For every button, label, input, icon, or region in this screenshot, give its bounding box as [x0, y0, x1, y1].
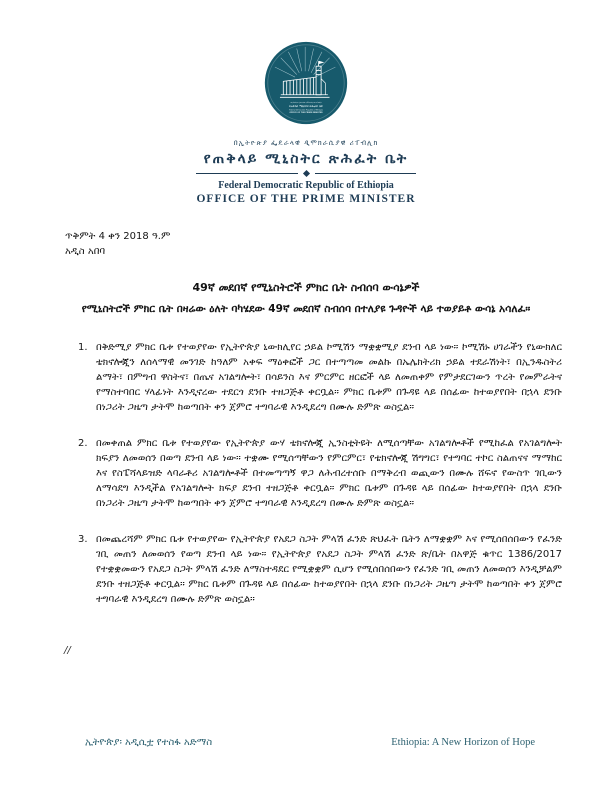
- letterhead-amharic-republic-line: በኢትዮጵያ ፌዴራላዊ ዲሞክራሲያዊ ሪፐብሊክ: [233, 139, 379, 147]
- document-date: ጥቅምት 4 ቀን 2018 ዓ.ም: [65, 231, 171, 242]
- pm-office-seal: [264, 41, 348, 125]
- letterhead-amharic-office-name: የጠቅላይ ሚኒስትር ጽሕፈት ቤት: [203, 151, 409, 167]
- footer-slogan-english: Ethiopia: A New Horizon of Hope: [391, 737, 535, 748]
- document-title: 49ኛ መደበኛ የሚኒስትሮች ምክር ቤት ስብሰባ ውሳኔዎች: [192, 281, 420, 294]
- document-subtitle: የሚኒስትሮች ምክር ቤት በዛሬው ዕለት ባካሄደው 49ኛ መደበኛ ስብሰባ በተለያዩ ጉዳዮች ላይ ተወያይቶ ውሳኔ አሳለፈ።: [81, 303, 531, 315]
- seal-building-icon: [264, 41, 348, 125]
- letterhead: [0, 41, 612, 205]
- decisions-list: [78, 340, 562, 628]
- page-footer: [85, 737, 535, 748]
- decision-text: በመጨረሻም ምክር ቤቱ የተወያየው የኢትዮጵያ የአደጋ ስጋት ምላሽ ፈንድ ጽህፈት ቤትን ለማቋቋም እና የሚሰበሰበውን የፈንድ ገቢ መጠን ለመወሰን የወጣ ደንብ ላይ ነው። የኢትዮጵያ የአደጋ ስጋት ምላሽ ፈንድ ጽ/ቤት በአዋጅ ቁጥር 1386/2017 የተቋቋመውን የአደጋ ስጋት ምላሽ ፈንድ ለማስተዳደር የሚቋቋም ሲሆን የሚሰበሰበውን የፈንድ ገቢ መጠን ለመወሰን እንዲቻልም ደንቡ ተዘጋጅቶ ቀርቧል። ምክር ቤቱም በጉዳዩ ላይ በሰፊው ከተወያየበት በኋላ ደንቡ በነጋሪት ጋዜጣ ታትሞ ከወጣበት ቀን ጀምሮ ተግባራዊ እንዲደረግ በሙሉ ድምጽ ወስኗል።: [96, 534, 562, 605]
- decision-text: በቅድሚያ ምክር ቤቱ የተወያየው የኢትዮጵያ ኒውክሊየር ኃይል ኮሚሽን ማቋቋሚያ ደንብ ላይ ነው። ኮሚሽኑ ሀገራችን የኒውክለር ቴክኖሎጂን ለሰላማዊ መንገድ ከዓለም አቀፍ ማዕቀፎች ጋር በተጣጣመ መልኩ በኤሌክትሪክ ኃይል ተደራሽነት፣ በኢንዱስትሪ ልማት፣ በምግብ ዋስትና፣ በጤና አገልግሎት፣ በሳይንስ እና ምርምር ዘርፎች ላይ ለመጠቀም የምታደርገውን ጥረት የመምራትና የማስተባበር ሃላፊነት እንዲኖረው ተደርጎ ደንቡ ተዘጋጅቶ ቀርቧል። ምክር ቤቱም በጉዳዩ ላይ በሰፊው ከተወያየበት በኋላ ደንቡ በነጋሪት ጋዜጣ ታትሞ ከወጣበት ቀን ጀምሮ ተግባራዊ እንዲደረግ በሙሉ ድምጽ ወስኗል።: [96, 342, 562, 413]
- footer-slogan-amharic: ኢትዮጵያ፡ አዲሲቷ የተስፋ አድማስ: [85, 737, 213, 748]
- decision-number: 2.: [78, 438, 88, 449]
- dateline-block: [65, 229, 170, 259]
- decision-item: [78, 532, 562, 607]
- decision-text: በመቀጠል ምክር ቤቱ የተወያየው የኢትዮጵያ ውሃ ቴክኖሎጂ ኢንስቲትዩት ለሚሰጣቸው አገልግሎቶች የሚከፈል የአገልግሎት ክፍያን ለመወሰን በወጣ ደንብ ላይ ነው። ተቋሙ የሚሰጣቸውን የምርምር፣ የቴክኖሎጂ ሽግግር፣ የተግባር ተኮር ስልጠናና ማማከር እና የስፔሻላይዝድ ላባራቶሪ አገልግሎቶች በተመጣጣኝ ዋጋ ለሕብረተሰቡ በማቅረብ ወጪውን በሙሉ ሸፍኖ የውስጥ ገቢውን ለማሳደግ እንዲችል የአገልግሎት ክፍያ ደንብ ተዘጋጅቶ ቀርቧል። ምክር ቤቱም በጉዳዩ ላይ በሰፊው ከተወያየበት በኋላ ደንቡ በነጋሪት ጋዜጣ ታትሞ ከወጣበት ቀን ጀምሮ ተግባራዊ እንዲደረግ በሙሉ ድምጽ ወስኗል።: [96, 438, 562, 509]
- seal-text-english-1: Federal Democratic Republic of Ethiopia: [289, 109, 323, 112]
- letterhead-divider: [196, 171, 416, 176]
- decision-number: 3.: [78, 534, 88, 545]
- divider-rule-left: [196, 173, 298, 174]
- decision-item: [78, 340, 562, 415]
- end-of-document-mark: //: [64, 645, 71, 656]
- decision-number: 1.: [78, 342, 88, 353]
- letterhead-english-republic-line: Federal Democratic Republic of Ethiopia: [218, 180, 394, 191]
- document-place: አዲስ አበባ: [65, 246, 106, 257]
- seal-text-english-2: OFFICE OF THE PRIME MINISTER: [289, 112, 323, 115]
- seal-text-amharic-small: በኢትዮጵያ ፌዴራላዊ ዲሞክራሲያዊ ሪፐብሊክ: [290, 102, 322, 105]
- letterhead-english-office-name: OFFICE OF THE PRIME MINISTER: [196, 193, 416, 205]
- decision-item: [78, 436, 562, 511]
- divider-diamond-icon: [302, 170, 309, 177]
- seal-text-amharic-large: የጠቅላይ ሚኒስትር ጽሕፈት ቤት: [289, 103, 323, 108]
- divider-rule-right: [315, 173, 417, 174]
